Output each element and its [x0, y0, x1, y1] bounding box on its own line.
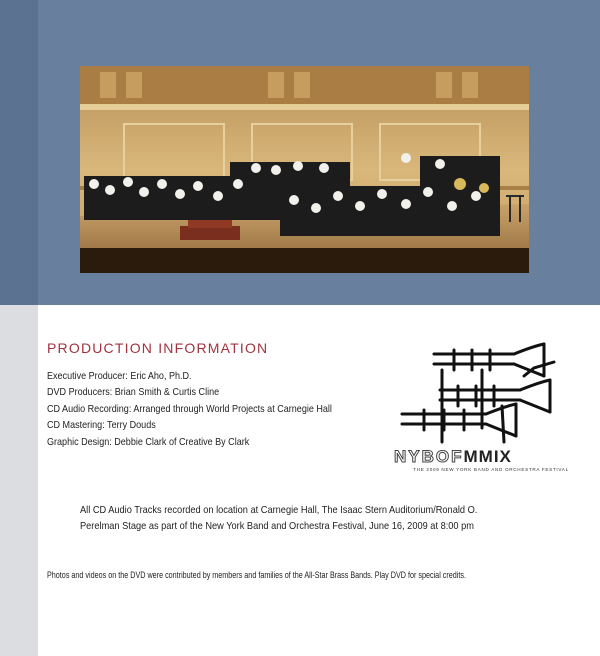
credit-line: Graphic Design: Debbie Clark of Creative By Clark	[47, 435, 250, 448]
concert-photo	[80, 66, 529, 273]
credits-list	[47, 368, 332, 450]
logo-wordmark-solid: MMIX	[463, 447, 512, 466]
logo-wordmark-outline: NYBOF	[394, 447, 464, 466]
section-heading: PRODUCTION INFORMATION	[47, 340, 269, 356]
credit-line: CD Audio Recording: Arranged through World Projects at Carnegie Hall	[47, 402, 332, 415]
logo-tagline: THE 2009 NEW YORK BAND AND ORCHESTRA FESTIVAL	[413, 467, 569, 472]
credit-line: Executive Producer: Eric Aho, Ph.D.	[47, 370, 192, 382]
logo-wordmark	[394, 448, 584, 466]
left-gray-strip	[0, 305, 38, 656]
credit-line: DVD Producers: Brian Smith & Curtis Cline	[47, 386, 220, 399]
credit-line: CD Mastering: Terry Douds	[47, 419, 156, 432]
left-accent-strip	[0, 0, 38, 305]
recording-note: All CD Audio Tracks recorded on location at Carnegie Hall, The Isaac Stern Auditorium/Ronald O. Perelman Stage as part of the New York Band and Orchestra Festival, June 16, 2009 at 8:00 pm	[80, 504, 478, 533]
photo-credit: Photos and videos on the DVD were contributed by members and families of the All-Star Brass Bands. Play DVD for special credits.	[47, 570, 466, 580]
